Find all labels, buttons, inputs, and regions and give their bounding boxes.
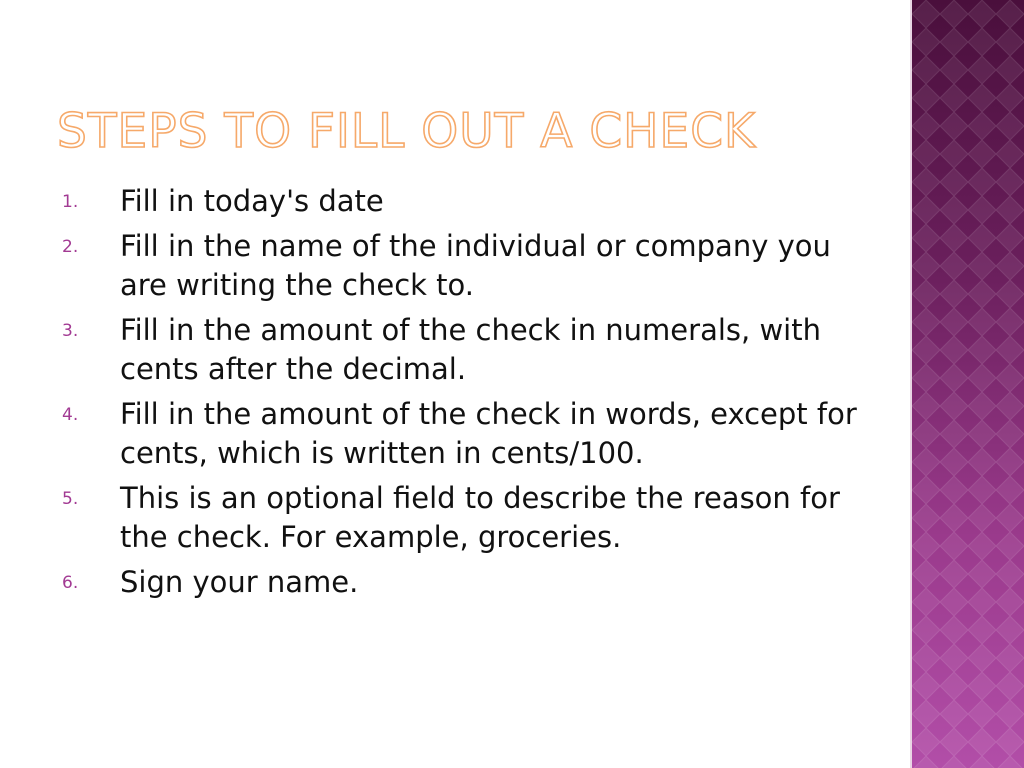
slide-title: STEPS TO FILL OUT A CHECK	[57, 104, 756, 159]
list-item	[0, 227, 900, 305]
step-text: Fill in today's date	[120, 184, 384, 218]
list-item	[0, 395, 900, 473]
decorative-side-band	[912, 0, 1024, 768]
step-number: 3.	[62, 321, 79, 341]
step-number: 5.	[62, 489, 79, 509]
step-text: This is an optional field to describe the reason for the check. For example, groceries.	[120, 481, 840, 554]
step-number: 6.	[62, 573, 79, 593]
list-item	[0, 182, 900, 221]
step-number: 1.	[62, 192, 79, 212]
step-text: Fill in the amount of the check in numerals, with cents after the decimal.	[120, 313, 821, 386]
steps-list	[0, 182, 900, 608]
step-text: Sign your name.	[120, 565, 359, 599]
list-item	[0, 311, 900, 389]
step-text: Fill in the name of the individual or company you are writing the check to.	[120, 229, 831, 302]
step-number: 4.	[62, 405, 79, 425]
step-text: Fill in the amount of the check in words, except for cents, which is written in cents/100.	[120, 397, 857, 470]
step-number: 2.	[62, 237, 79, 257]
diamond-pattern-icon	[912, 0, 1024, 768]
list-item	[0, 479, 900, 557]
list-item	[0, 563, 900, 602]
